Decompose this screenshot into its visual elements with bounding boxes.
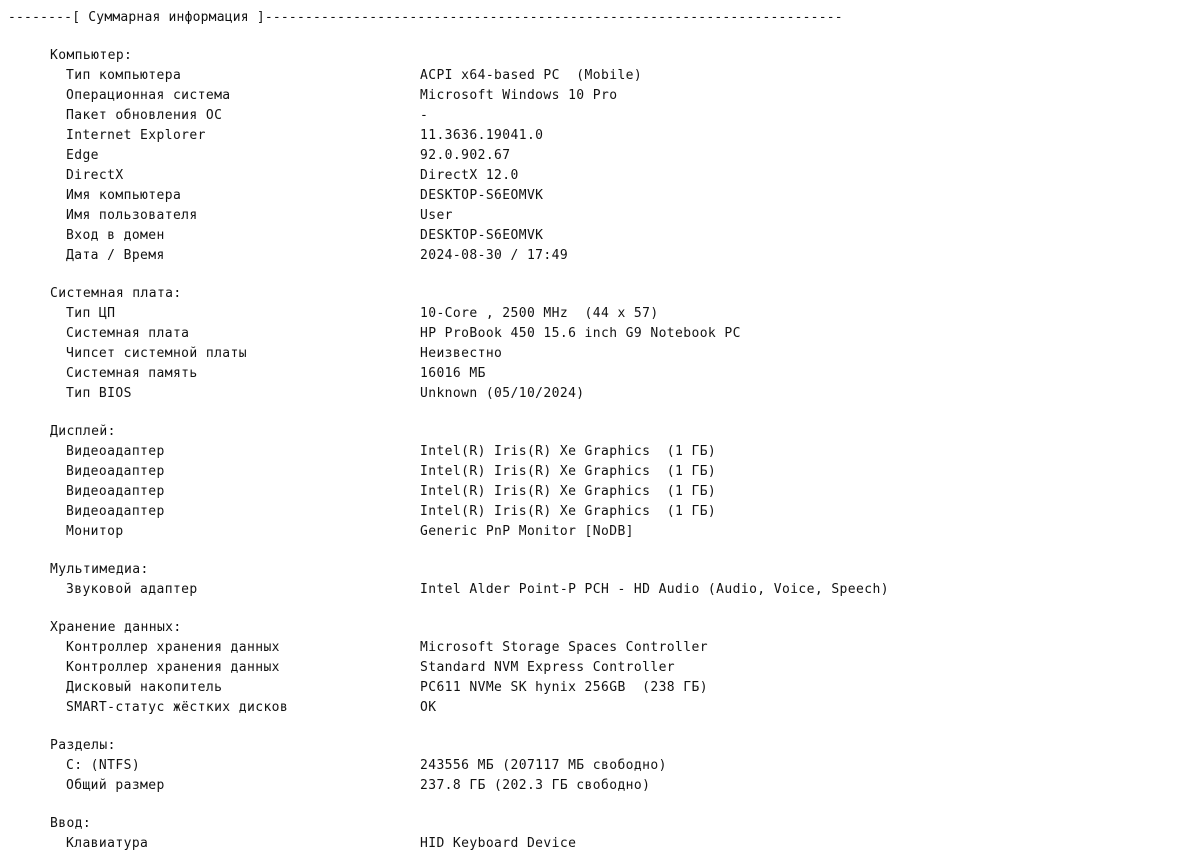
row-value: Standard NVM Express Controller [420, 660, 676, 675]
row-value: DESKTOP-S6EOMVK [420, 228, 544, 243]
section-title: Дисплей: [50, 424, 116, 439]
report-row [0, 246, 1200, 266]
row-value: Microsoft Windows 10 Pro [420, 88, 618, 103]
row-label: Звуковой адаптер [66, 582, 198, 597]
report-row [0, 502, 1200, 522]
row-value: HID Keyboard Device [420, 836, 577, 851]
row-label: Дата / Время [66, 248, 165, 263]
report-row [0, 698, 1200, 718]
row-label: Видеоадаптер [66, 484, 165, 499]
report-section [0, 618, 1200, 718]
row-value: Intel(R) Iris(R) Xe Graphics (1 ГБ) [420, 464, 717, 479]
report-section [0, 46, 1200, 266]
section-title: Разделы: [50, 738, 116, 753]
row-value: OK [420, 700, 437, 715]
report-row [0, 206, 1200, 226]
report-row [0, 580, 1200, 600]
row-label: Операционная система [66, 88, 231, 103]
report-row [0, 364, 1200, 384]
report-section [0, 560, 1200, 600]
section-title: Мультимедиа: [50, 562, 149, 577]
row-value: HP ProBook 450 15.6 inch G9 Notebook PC [420, 326, 741, 341]
row-value: Неизвестно [420, 346, 503, 361]
row-value: 243556 МБ (207117 МБ свободно) [420, 758, 667, 773]
report-row [0, 304, 1200, 324]
report-row [0, 86, 1200, 106]
report-row [0, 384, 1200, 404]
row-label: DirectX [66, 168, 124, 183]
row-value: Intel(R) Iris(R) Xe Graphics (1 ГБ) [420, 484, 717, 499]
report-row [0, 638, 1200, 658]
row-value: 237.8 ГБ (202.3 ГБ свободно) [420, 778, 651, 793]
report-row [0, 462, 1200, 482]
row-label: Монитор [66, 524, 124, 539]
report-row [0, 66, 1200, 86]
report-row [0, 186, 1200, 206]
row-value: Unknown (05/10/2024) [420, 386, 585, 401]
report-row [0, 658, 1200, 678]
row-value: Microsoft Storage Spaces Controller [420, 640, 708, 655]
row-value: Intel(R) Iris(R) Xe Graphics (1 ГБ) [420, 504, 717, 519]
section-title: Ввод: [50, 816, 92, 831]
row-value: User [420, 208, 453, 223]
report-header: --------[ Суммарная информация ]------------------------------------------------------------------------ [8, 10, 843, 25]
row-value: ACPI x64-based PC (Mobile) [420, 68, 643, 83]
section-title: Системная плата: [50, 286, 182, 301]
report-row [0, 834, 1200, 854]
row-label: Тип BIOS [66, 386, 132, 401]
report-row [0, 166, 1200, 186]
report-row [0, 442, 1200, 462]
row-label: Системная память [66, 366, 198, 381]
row-label: Edge [66, 148, 99, 163]
report-row [0, 482, 1200, 502]
row-value: 92.0.902.67 [420, 148, 511, 163]
row-label: Контроллер хранения данных [66, 660, 280, 675]
report-row [0, 226, 1200, 246]
report-section [0, 736, 1200, 796]
row-value: - [420, 108, 429, 123]
row-value: DESKTOP-S6EOMVK [420, 188, 544, 203]
row-label: Общий размер [66, 778, 165, 793]
section-title: Хранение данных: [50, 620, 182, 635]
report-row [0, 678, 1200, 698]
row-value: Generic PnP Monitor [NoDB] [420, 524, 634, 539]
row-label: Клавиатура [66, 836, 149, 851]
row-label: SMART-статус жёстких дисков [66, 700, 289, 715]
row-value: PC611 NVMe SK hynix 256GB (238 ГБ) [420, 680, 708, 695]
row-value: Intel(R) Iris(R) Xe Graphics (1 ГБ) [420, 444, 717, 459]
row-label: Имя пользователя [66, 208, 198, 223]
row-label: Видеоадаптер [66, 504, 165, 519]
row-value: 11.3636.19041.0 [420, 128, 544, 143]
row-label: C: (NTFS) [66, 758, 141, 773]
report-sections [0, 46, 1200, 854]
report-section [0, 284, 1200, 404]
row-label: Видеоадаптер [66, 444, 165, 459]
row-value: 10-Core , 2500 MHz (44 x 57) [420, 306, 659, 321]
report-row [0, 776, 1200, 796]
report-row [0, 146, 1200, 166]
row-label: Имя компьютера [66, 188, 182, 203]
report-row [0, 522, 1200, 542]
row-label: Тип ЦП [66, 306, 116, 321]
report-row [0, 324, 1200, 344]
report-section [0, 422, 1200, 542]
section-title: Компьютер: [50, 48, 133, 63]
row-label: Чипсет системной платы [66, 346, 247, 361]
row-label: Контроллер хранения данных [66, 640, 280, 655]
row-label: Вход в домен [66, 228, 165, 243]
row-value: Intel Alder Point-P PCH - HD Audio (Audio, Voice, Speech) [420, 582, 889, 597]
row-value: DirectX 12.0 [420, 168, 519, 183]
report-row [0, 344, 1200, 364]
row-label: Пакет обновления ОС [66, 108, 223, 123]
row-label: Дисковый накопитель [66, 680, 223, 695]
row-value: 16016 МБ [420, 366, 486, 381]
row-label: Видеоадаптер [66, 464, 165, 479]
report-row [0, 106, 1200, 126]
report-row [0, 756, 1200, 776]
row-label: Тип компьютера [66, 68, 182, 83]
report-section [0, 814, 1200, 854]
row-label: Системная плата [66, 326, 190, 341]
row-label: Internet Explorer [66, 128, 206, 143]
report-row [0, 126, 1200, 146]
row-value: 2024-08-30 / 17:49 [420, 248, 569, 263]
